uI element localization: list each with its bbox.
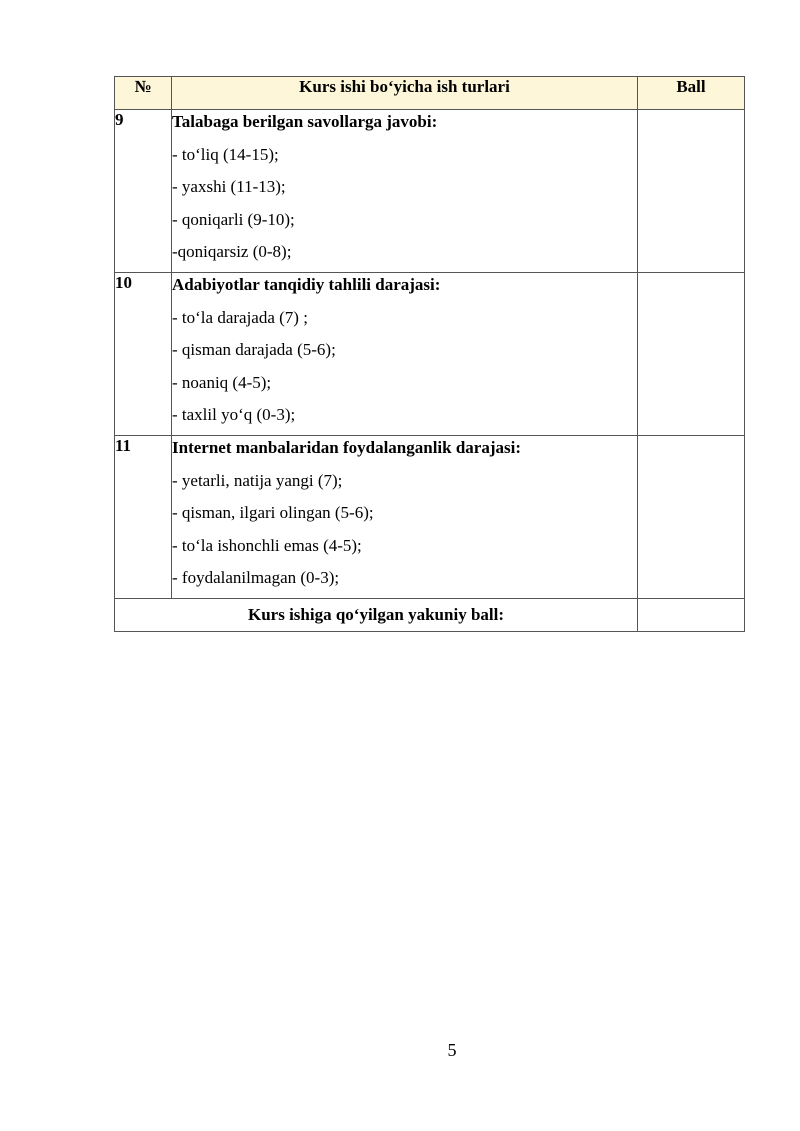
row-number: 10 <box>115 273 172 436</box>
header-number: № <box>115 77 172 110</box>
page-number: 5 <box>447 1040 457 1060</box>
row-ball-cell <box>638 436 745 599</box>
total-ball-cell <box>638 599 745 632</box>
criterion-line: - qisman darajada (5-6); <box>172 340 336 359</box>
criterion-line: - qoniqarli (9-10); <box>172 209 295 229</box>
row-title: Adabiyotlar tanqidiy tahlili darajasi: <box>172 275 441 294</box>
row-number: 9 <box>115 110 172 273</box>
total-label: Kurs ishiga qo‘yilgan yakuniy ball: <box>115 599 638 632</box>
row-title: Internet manbalaridan foydalanganlik darajasi: <box>172 438 522 457</box>
header-work-types: Kurs ishi bo‘yicha ish turlari <box>172 77 638 110</box>
row-ball-cell <box>638 273 745 436</box>
criterion-line: - qisman, ilgari olingan (5-6); <box>172 503 374 522</box>
criterion-line: - noaniq (4-5); <box>172 372 272 392</box>
row-title: Talabaga berilgan savollarga javobi: <box>172 112 438 131</box>
table-header-row <box>115 77 745 110</box>
table-row <box>115 273 745 436</box>
row-ball-cell <box>638 110 745 273</box>
header-ball: Ball <box>638 77 745 110</box>
criterion-line: -qoniqarsiz (0-8); <box>172 242 292 261</box>
criterion-line: - taxlil yo‘q (0-3); <box>172 405 296 424</box>
criterion-line: - to‘liq (14-15); <box>172 144 279 164</box>
criterion-line: - to‘la ishonchli emas (4-5); <box>172 535 362 555</box>
criterion-line: - yetarli, natija yangi (7); <box>172 470 343 490</box>
criterion-line: - foydalanilmagan (0-3); <box>172 568 340 587</box>
criterion-line: - to‘la darajada (7) ; <box>172 307 308 327</box>
row-description <box>172 110 638 273</box>
row-description <box>172 436 638 599</box>
row-description <box>172 273 638 436</box>
table-row <box>115 110 745 273</box>
criterion-line: - yaxshi (11-13); <box>172 177 286 196</box>
row-number: 11 <box>115 436 172 599</box>
table-row <box>115 436 745 599</box>
total-row <box>115 599 745 632</box>
grading-table <box>114 76 745 632</box>
